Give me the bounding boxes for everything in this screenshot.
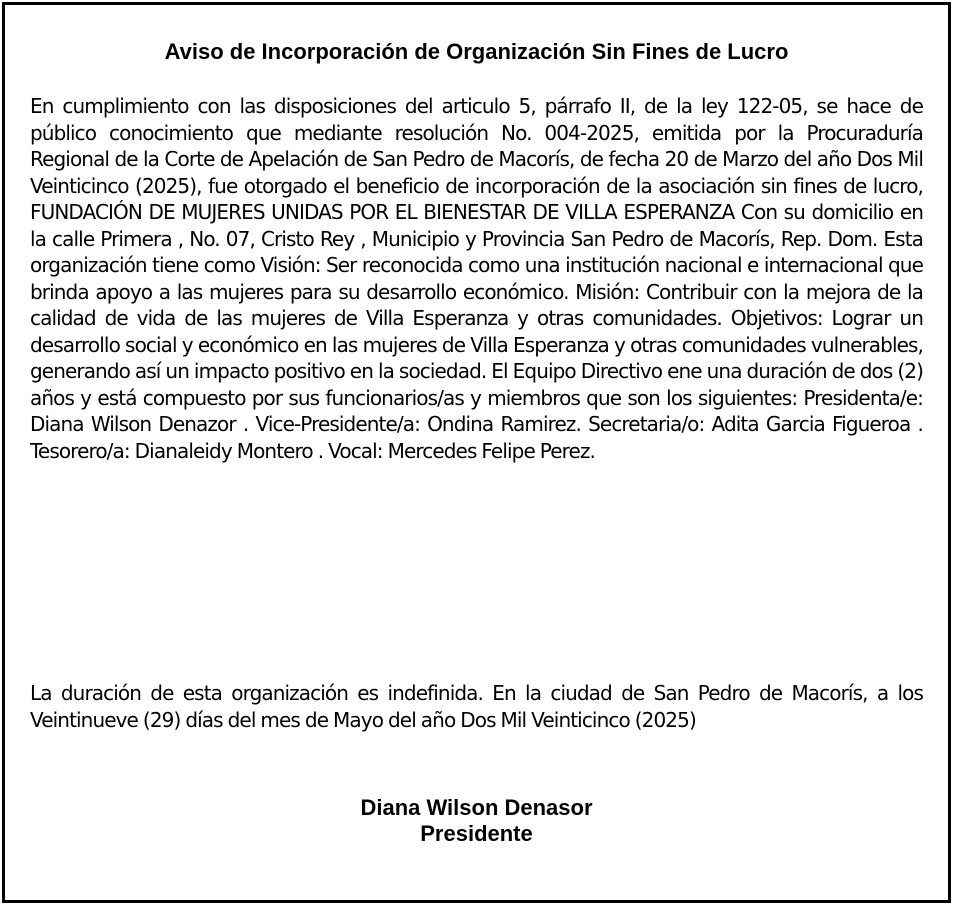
notice-title: Aviso de Incorporación de Organización Sin Fines de Lucro (164, 39, 789, 64)
signature-role: Presidente (420, 821, 533, 846)
signature-block (5, 795, 948, 847)
signature-name: Diana Wilson Denasor (360, 795, 593, 820)
notice-frame (2, 2, 951, 903)
body-paragraph-main: En cumplimiento con las disposiciones del articulo 5, párrafo II, de la ley 122-05, se hace de público conocimiento que mediante resolución No. 004-2025, emitida por la Procuraduría Regional de la Corte de Apelación de San Pedro de Macorís, de fecha 20 de Marzo del año Dos Mil Veinticinco (2025), fue otorgado el beneficio de incorporación de la asociación sin fines de lucro, FUNDACIÓN DE MUJERES UNIDAS POR EL BIENESTAR DE VILLA ESPERANZA Con su domicilio en la calle Primera , No. 07, Cristo Rey , Municipio y Provincia San Pedro de Macorís, Rep. Dom. Esta organización tiene como Visión: Ser reconocida como una institución nacional e internacional que brinda apoyo a las mujeres para su desarrollo económico. Misión: Contribuir con la mejora de la calidad de vida de las mujeres de Villa Esperanza y otras comunidades. Objetivos: Lograr un desarrollo social y económico en las mujeres de Villa Esperanza y otras comunidades vulnerables, generando así un impacto positivo en la sociedad. El Equipo Directivo ene una duración de dos (2) años y está compuesto por sus funcionarios/as y miembros que son los siguientes: Presidenta/e: Diana Wilson Denazor . Vice-Presidente/a: Ondina Ramirez. Secretaria/o: Adita Garcia Figueroa . Tesorero/a: Dianaleidy Montero . Vocal: Mercedes Felipe Perez. (30, 94, 923, 463)
body-paragraph-closing: La duración de esta organización es indefinida. En la ciudad de San Pedro de Macorís, a los Veintinueve (29) días del mes de Mayo del año Dos Mil Veinticinco (2025) (30, 681, 923, 732)
